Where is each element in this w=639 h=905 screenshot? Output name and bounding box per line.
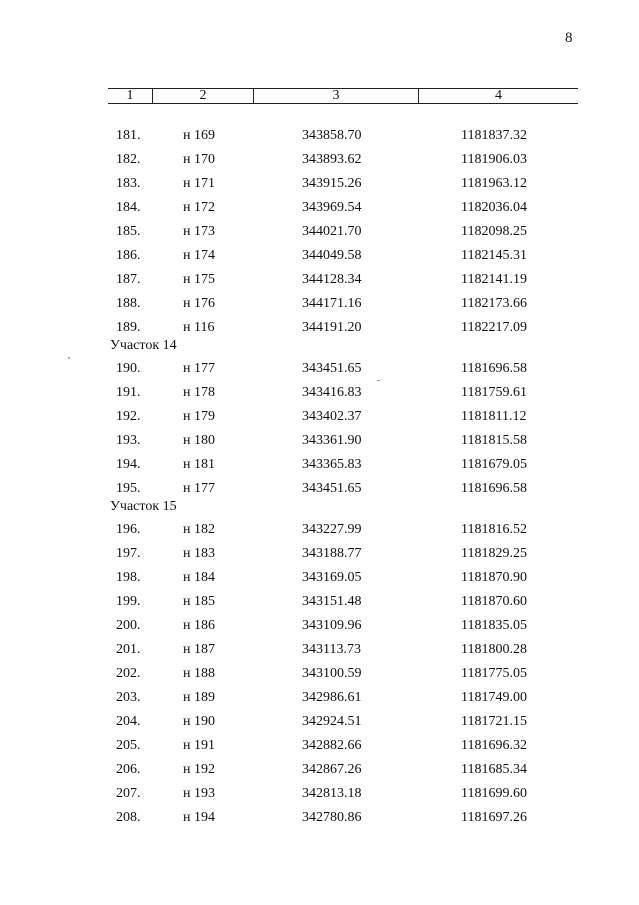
y-coordinate: 1181800.28	[461, 642, 527, 657]
table-row	[0, 478, 639, 502]
table-row	[0, 759, 639, 783]
table-row	[0, 519, 639, 543]
row-number: 195.	[116, 481, 141, 496]
table-row	[0, 735, 639, 759]
point-label: н 189	[183, 690, 215, 705]
table-row	[0, 293, 639, 317]
x-coordinate: 343113.73	[302, 642, 361, 657]
x-coordinate: 343109.96	[302, 618, 362, 633]
row-number: 193.	[116, 433, 141, 448]
table-row	[0, 639, 639, 663]
x-coordinate: 343451.65	[302, 361, 362, 376]
point-label: н 194	[183, 810, 215, 825]
row-number: 183.	[116, 176, 141, 191]
row-number: 191.	[116, 385, 141, 400]
x-coordinate: 344021.70	[302, 224, 362, 239]
y-coordinate: 1181679.05	[461, 457, 527, 472]
x-coordinate: 343416.83	[302, 385, 362, 400]
x-coordinate: 342924.51	[302, 714, 362, 729]
row-number: 194.	[116, 457, 141, 472]
y-coordinate: 1181696.32	[461, 738, 527, 753]
x-coordinate: 342986.61	[302, 690, 362, 705]
x-coordinate: 343365.83	[302, 457, 362, 472]
x-coordinate: 342882.66	[302, 738, 362, 753]
point-label: н 193	[183, 786, 215, 801]
point-label: н 176	[183, 296, 215, 311]
row-number: 201.	[116, 642, 141, 657]
row-number: 186.	[116, 248, 141, 263]
point-label: н 181	[183, 457, 215, 472]
row-number: 188.	[116, 296, 141, 311]
coordinates-table-body	[0, 125, 639, 831]
row-number: 192.	[116, 409, 141, 424]
table-row	[0, 567, 639, 591]
y-coordinate: 1181835.05	[461, 618, 527, 633]
y-coordinate: 1181815.58	[461, 433, 527, 448]
row-number: 198.	[116, 570, 141, 585]
point-label: н 185	[183, 594, 215, 609]
page-number: 8	[565, 30, 573, 46]
row-number: 204.	[116, 714, 141, 729]
point-label: н 171	[183, 176, 215, 191]
point-label: н 174	[183, 248, 215, 263]
table-row	[0, 173, 639, 197]
y-coordinate: 1181696.58	[461, 481, 527, 496]
y-coordinate: 1181699.60	[461, 786, 527, 801]
y-coordinate: 1181870.90	[461, 570, 527, 585]
row-number: 182.	[116, 152, 141, 167]
row-number: 206.	[116, 762, 141, 777]
x-coordinate: 342780.86	[302, 810, 362, 825]
row-number: 189.	[116, 320, 141, 335]
x-coordinate: 343969.54	[302, 200, 362, 215]
column-header-4: 4	[419, 89, 579, 104]
y-coordinate: 1182098.25	[461, 224, 527, 239]
x-coordinate: 343402.37	[302, 409, 362, 424]
point-label: н 179	[183, 409, 215, 424]
point-label: н 178	[183, 385, 215, 400]
row-number: 199.	[116, 594, 141, 609]
x-coordinate: 343151.48	[302, 594, 362, 609]
scan-speck	[68, 357, 70, 359]
point-label: н 180	[183, 433, 215, 448]
y-coordinate: 1181721.15	[461, 714, 527, 729]
table-row	[0, 358, 639, 382]
section-label: Участок 14	[110, 338, 177, 353]
row-number: 202.	[116, 666, 141, 681]
y-coordinate: 1181685.34	[461, 762, 527, 777]
x-coordinate: 343893.62	[302, 152, 362, 167]
row-number: 208.	[116, 810, 141, 825]
row-number: 190.	[116, 361, 141, 376]
point-label: н 184	[183, 570, 215, 585]
point-label: н 170	[183, 152, 215, 167]
y-coordinate: 1182217.09	[461, 320, 527, 335]
x-coordinate: 344171.16	[302, 296, 362, 311]
y-coordinate: 1181775.05	[461, 666, 527, 681]
table-row	[0, 663, 639, 687]
row-number: 197.	[116, 546, 141, 561]
row-number: 181.	[116, 128, 141, 143]
y-coordinate: 1181963.12	[461, 176, 527, 191]
table-row	[0, 430, 639, 454]
x-coordinate: 342813.18	[302, 786, 362, 801]
x-coordinate: 343227.99	[302, 522, 362, 537]
y-coordinate: 1181696.58	[461, 361, 527, 376]
table-row	[0, 687, 639, 711]
point-label: н 183	[183, 546, 215, 561]
y-coordinate: 1182145.31	[461, 248, 527, 263]
table-row	[0, 711, 639, 735]
y-coordinate: 1182036.04	[461, 200, 527, 215]
row-number: 205.	[116, 738, 141, 753]
x-coordinate: 343100.59	[302, 666, 362, 681]
point-label: н 177	[183, 481, 215, 496]
x-coordinate: 344128.34	[302, 272, 362, 287]
x-coordinate: 343915.26	[302, 176, 362, 191]
x-coordinate: 343169.05	[302, 570, 362, 585]
row-number: 196.	[116, 522, 141, 537]
row-number: 203.	[116, 690, 141, 705]
x-coordinate: 343361.90	[302, 433, 362, 448]
table-row	[0, 406, 639, 430]
y-coordinate: 1181749.00	[461, 690, 527, 705]
column-header-table	[108, 88, 578, 104]
column-header-1: 1	[108, 89, 153, 104]
point-label: н 177	[183, 361, 215, 376]
column-header-3: 3	[254, 89, 419, 104]
table-row	[0, 591, 639, 615]
y-coordinate: 1182173.66	[461, 296, 527, 311]
scan-speck	[377, 380, 380, 381]
point-label: н 116	[183, 320, 215, 335]
y-coordinate: 1181816.52	[461, 522, 527, 537]
table-row	[0, 197, 639, 221]
point-label: н 188	[183, 666, 215, 681]
row-number: 200.	[116, 618, 141, 633]
row-number: 207.	[116, 786, 141, 801]
row-number: 187.	[116, 272, 141, 287]
x-coordinate: 344049.58	[302, 248, 362, 263]
x-coordinate: 343188.77	[302, 546, 362, 561]
point-label: н 169	[183, 128, 215, 143]
table-row	[0, 317, 639, 341]
point-label: н 187	[183, 642, 215, 657]
y-coordinate: 1181906.03	[461, 152, 527, 167]
point-label: н 192	[183, 762, 215, 777]
x-coordinate: 344191.20	[302, 320, 362, 335]
y-coordinate: 1181697.26	[461, 810, 527, 825]
table-row	[0, 807, 639, 831]
table-row	[0, 615, 639, 639]
table-row	[0, 125, 639, 149]
table-row	[0, 245, 639, 269]
y-coordinate: 1181811.12	[461, 409, 527, 424]
section-heading	[0, 338, 639, 358]
table-row	[0, 149, 639, 173]
table-row	[0, 454, 639, 478]
point-label: н 190	[183, 714, 215, 729]
point-label: н 175	[183, 272, 215, 287]
row-number: 184.	[116, 200, 141, 215]
section-label: Участок 15	[110, 499, 177, 514]
y-coordinate: 1181829.25	[461, 546, 527, 561]
x-coordinate: 343858.70	[302, 128, 362, 143]
x-coordinate: 343451.65	[302, 481, 362, 496]
row-number: 185.	[116, 224, 141, 239]
table-row	[0, 221, 639, 245]
y-coordinate: 1182141.19	[461, 272, 527, 287]
column-header-2: 2	[153, 89, 254, 104]
y-coordinate: 1181870.60	[461, 594, 527, 609]
section-heading	[0, 499, 639, 519]
point-label: н 191	[183, 738, 215, 753]
y-coordinate: 1181837.32	[461, 128, 527, 143]
x-coordinate: 342867.26	[302, 762, 362, 777]
point-label: н 172	[183, 200, 215, 215]
table-row	[0, 543, 639, 567]
table-row	[0, 783, 639, 807]
table-row	[0, 382, 639, 406]
table-row	[0, 269, 639, 293]
point-label: н 182	[183, 522, 215, 537]
y-coordinate: 1181759.61	[461, 385, 527, 400]
point-label: н 173	[183, 224, 215, 239]
point-label: н 186	[183, 618, 215, 633]
